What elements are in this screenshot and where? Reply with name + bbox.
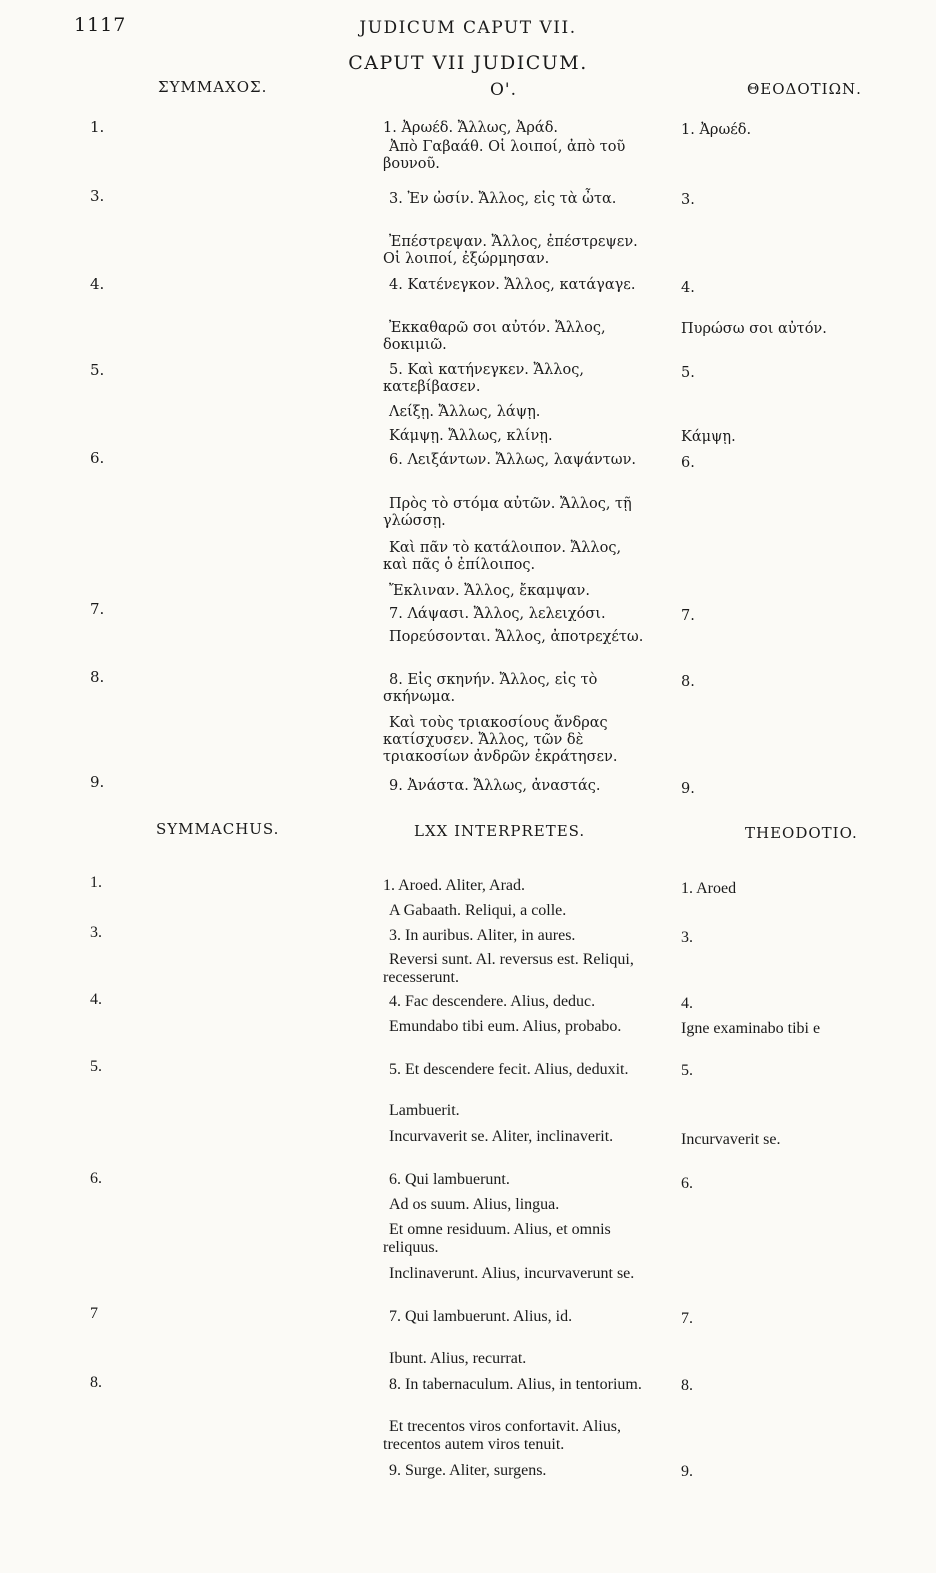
verse-number: 6. [90,1170,102,1187]
verse-number: 5. [90,361,105,379]
theodotion-greek-entry: Πυρώσω σοι αὐτόν. [681,321,827,337]
symmachus-greek-header: ΣΥΜΜΑΧΟΣ. [158,78,268,96]
page-number: 1117 [74,14,127,36]
verse-number: 1. [90,874,102,891]
verse-number: 1. [90,118,105,136]
lxx-greek-entry: Πορεύσονται. Ἄλλος, ἀποτρεχέτω. [389,629,644,645]
lxx-latin-entry: 8. In tabernaculum. Alius, in tentorium. [389,1376,642,1393]
verse-number: 4. [90,275,105,293]
lxx-greek-entry: 4. Κατένεγκον. Ἄλλος, κατάγαγε. [389,277,636,293]
lxx-latin-entry: 5. Et descendere fecit. Alius, deduxit. [389,1061,629,1078]
symmachus-latin-header: SYMMACHUS. [156,820,280,838]
lxx-greek-entry: Πρὸς τὸ στόμα αὐτῶν. Ἄλλος, τῇ γλώσσῃ. [383,496,632,529]
lxx-latin-entry: Emundabo tibi eum. Alius, probabo. [389,1018,622,1035]
theodotion-greek-entry: 8. [681,674,695,690]
theodotion-latin-entry: 7. [681,1310,693,1327]
lxx-latin-header: LXX INTERPRETES. [414,822,586,840]
running-head: JUDICUM CAPUT VII. [359,18,577,38]
lxx-greek-entry: 1. Ἀρωέδ. Ἄλλως, Ἀράδ. [383,120,559,136]
verse-number: 8. [90,1374,102,1391]
lxx-greek-entry: 6. Λειξάντων. Ἄλλως, λαψάντων. [389,452,636,468]
lxx-latin-entry: Et omne residuum. Alius, et omnis reliquus. [383,1221,611,1256]
theodotion-latin-entry: 5. [681,1062,693,1079]
lxx-greek-entry: 9. Ἀνάστα. Ἄλλως, ἀναστάς. [389,778,601,794]
lxx-greek-entry: Ἔκλιναν. Ἄλλος, ἔκαμψαν. [389,583,590,599]
lxx-latin-entry: 3. In auribus. Aliter, in aures. [389,927,576,944]
lxx-latin-entry: Ibunt. Alius, recurrat. [389,1350,527,1367]
verse-number: 3. [90,924,102,941]
lxx-greek-entry: 7. Λάψασι. Ἄλλος, λελειχόσι. [389,606,606,622]
theodotion-greek-entry: 5. [681,365,695,381]
lxx-latin-entry: Inclinaverunt. Alius, incurvaverunt se. [389,1265,635,1282]
verse-number: 7. [90,600,105,618]
lxx-latin-entry: Lambuerit. [389,1102,460,1119]
lxx-greek-entry: Λείξῃ. Ἄλλως, λάψῃ. [389,404,541,420]
lxx-latin-entry: 9. Surge. Aliter, surgens. [389,1462,547,1479]
lxx-latin-entry: Reversi sunt. Al. reversus est. Reliqui, recesserunt. [383,951,634,986]
verse-number: 3. [90,187,105,205]
lxx-latin-entry: 6. Qui lambuerunt. [389,1171,510,1188]
lxx-greek-entry: Ἐπέστρεψαν. Ἄλλος, ἐπέστρεψεν. Οἱ λοιποί, ἐξώρμησαν. [383,234,638,267]
theodotion-latin-entry: 1. Aroed [681,880,737,897]
theodotion-latin-entry: 3. [681,929,693,946]
lxx-greek-entry: Κάμψῃ. Ἄλλως, κλίνῃ. [389,428,553,444]
lxx-greek-entry: Καὶ πᾶν τὸ κατάλοιπον. Ἄλλος, καὶ πᾶς ὁ ἐπίλοιπος. [383,540,622,573]
theodotion-latin-header: THEODOTIO. [745,824,858,842]
theodotion-greek-entry: 1. Ἀρωέδ. [681,122,752,138]
theodotion-latin-entry: 6. [681,1175,693,1192]
theodotion-greek-entry: 3. [681,192,695,208]
lxx-latin-entry: Ad os suum. Alius, lingua. [389,1196,560,1213]
theodotion-greek-entry: 6. [681,455,695,471]
lxx-latin-entry: Et trecentos viros confortavit. Alius, trecentos autem viros tenuit. [383,1418,621,1453]
theodotion-greek-entry: 4. [681,280,695,296]
theodotion-greek-entry: 7. [681,608,695,624]
verse-number: 5. [90,1058,102,1075]
theodotion-latin-entry: Incurvaverit se. [681,1131,781,1148]
lxx-latin-entry: 7. Qui lambuerunt. Alius, id. [389,1308,573,1325]
lxx-latin-entry: A Gabaath. Reliqui, a colle. [389,902,567,919]
theodotion-latin-entry: Igne examinabo tibi e [681,1020,821,1037]
theodotion-latin-entry: 9. [681,1463,693,1480]
lxx-greek-entry: Ἐκκαθαρῶ σοι αὐτόν. Ἄλλος, δοκιμιῶ. [383,320,606,353]
theodotion-latin-entry: 8. [681,1377,693,1394]
lxx-latin-entry: 4. Fac descendere. Alius, deduc. [389,993,596,1010]
lxx-greek-entry: 8. Εἰς σκηνήν. Ἄλλος, εἰς τὸ σκήνωμα. [383,672,598,705]
lxx-greek-header: Ο'. [490,80,518,100]
lxx-greek-entry: Ἀπὸ Γαβαάθ. Οἱ λοιποί, ἀπὸ τοῦ βουνοῦ. [383,139,626,172]
verse-number: 7 [90,1305,98,1322]
lxx-greek-entry: Καὶ τοὺς τριακοσίους ἄνδρας κατίσχυσεν. Ἄλλος, τῶν δὲ τριακοσίων ἀνδρῶν ἐκράτησεν. [383,715,618,765]
caput-title: CAPUT VII JUDICUM. [348,52,588,74]
theodotion-greek-entry: 9. [681,781,695,797]
theodotion-greek-header: ΘΕΟΔΟΤΙΩΝ. [747,80,862,98]
verse-number: 8. [90,668,105,686]
verse-number: 9. [90,773,105,791]
lxx-greek-entry: 5. Καὶ κατήνεγκεν. Ἄλλος, κατεβίβασεν. [383,362,585,395]
lxx-latin-entry: Incurvaverit se. Aliter, inclinaverit. [389,1128,614,1145]
theodotion-greek-entry: Κάμψῃ. [681,429,736,445]
theodotion-latin-entry: 4. [681,995,693,1012]
lxx-latin-entry: 1. Aroed. Aliter, Arad. [383,877,525,894]
verse-number: 6. [90,449,105,467]
verse-number: 4. [90,991,102,1008]
lxx-greek-entry: 3. Ἐν ὠσίν. Ἄλλος, εἰς τὰ ὦτα. [389,191,617,207]
